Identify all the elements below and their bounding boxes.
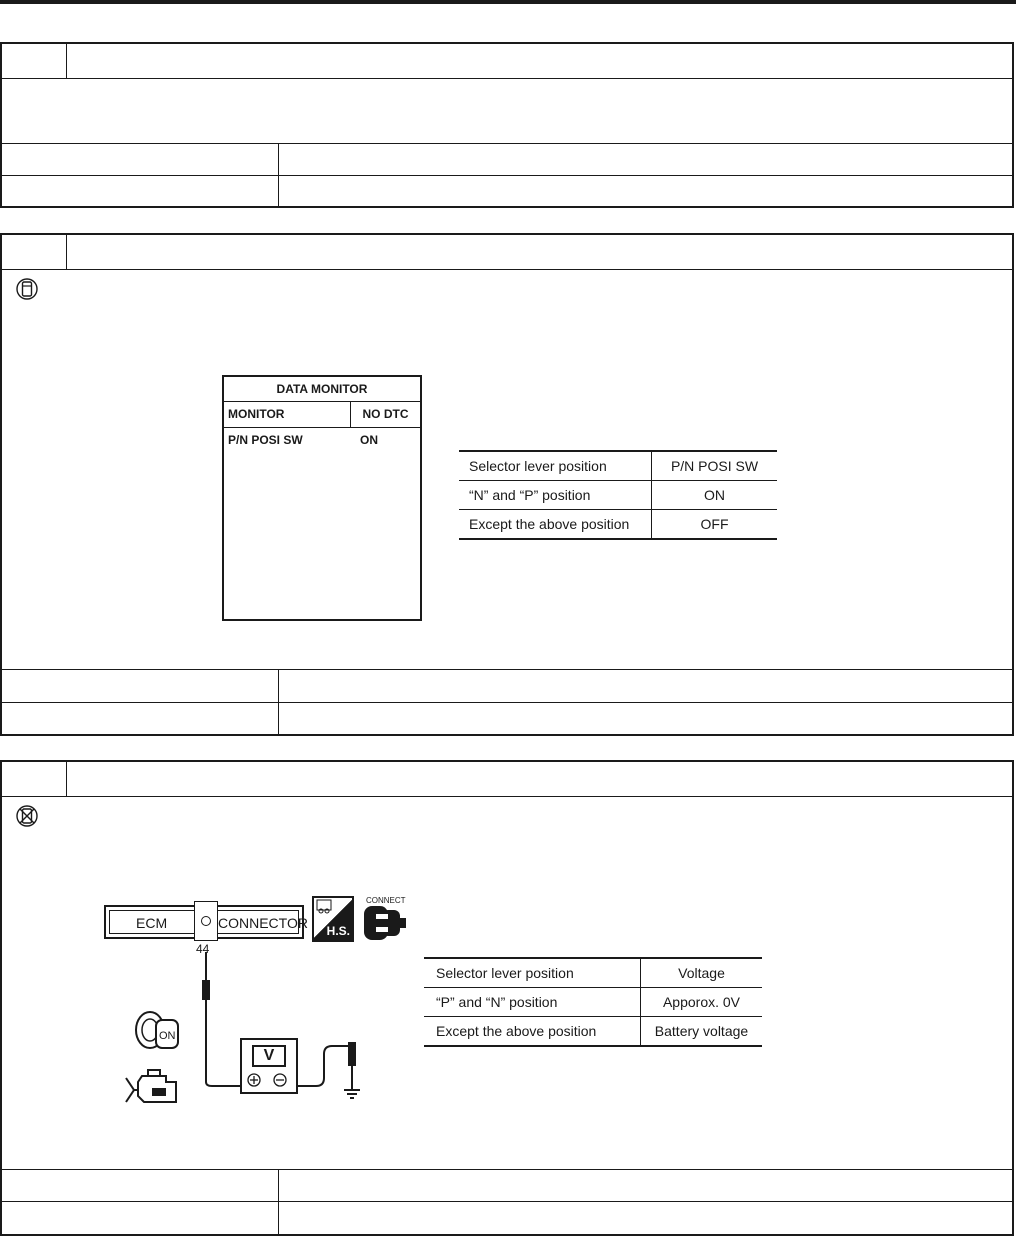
column-divider: [278, 669, 279, 736]
table-cell: OFF: [652, 510, 778, 540]
terminal-pin: [201, 916, 211, 926]
hs-label: H.S.: [326, 924, 350, 938]
row-divider: [2, 1169, 1012, 1170]
data-monitor-title: DATA MONITOR: [224, 377, 420, 402]
table-cell: Apporox. 0V: [641, 988, 763, 1017]
terminal-number: 44: [196, 942, 210, 956]
column-divider: [278, 1169, 279, 1236]
step-header: [2, 762, 1012, 797]
step-block-4: [0, 760, 1014, 1236]
table-row: [424, 988, 762, 1017]
table-row: [424, 1017, 762, 1047]
table-cell: Battery voltage: [641, 1017, 763, 1047]
table-row: [424, 958, 762, 988]
positive-terminal-icon: [246, 1072, 262, 1088]
voltmeter-display: [252, 1045, 286, 1067]
table-cell: ON: [652, 481, 778, 510]
table-cell: Except the above position: [424, 1017, 641, 1047]
data-monitor-icon: [14, 276, 40, 302]
step-number-cell: [2, 762, 67, 796]
dtc-column-label: NO DTC: [350, 401, 420, 427]
ignition-on-icon: [132, 1008, 184, 1054]
monitor-divider: [224, 427, 420, 428]
negative-terminal-icon: [272, 1072, 288, 1088]
voltmeter-unit: V: [263, 1047, 275, 1064]
step-block-3: [0, 233, 1014, 736]
table-cell: “P” and “N” position: [424, 988, 641, 1017]
table-row: [459, 510, 777, 540]
step-block-1: [0, 42, 1014, 208]
row-divider: [2, 1201, 1012, 1202]
table-row: [459, 451, 777, 481]
monitor-item-value: ON: [360, 433, 378, 447]
connect-label: CONNECT: [366, 896, 406, 905]
pn-posi-sw-table: [459, 450, 777, 540]
engine-icon: [122, 1068, 186, 1110]
voltage-table: [424, 957, 762, 1047]
row-divider: [2, 702, 1012, 703]
row-divider: [2, 175, 1012, 176]
monitor-column-label: MONITOR: [228, 407, 285, 421]
connector-label: CONNECTOR: [218, 915, 308, 931]
connect-icon: [362, 904, 410, 942]
step-number-cell: [2, 44, 67, 78]
table-header-cell: P/N POSI SW: [652, 451, 778, 481]
no-tool-icon: [14, 803, 40, 829]
table-row: [459, 481, 777, 510]
step-header: [2, 44, 1012, 79]
ecm-label: ECM: [136, 915, 168, 931]
page-top-rule: [0, 0, 1016, 4]
row-divider: [2, 669, 1012, 670]
data-monitor-screen: [222, 375, 422, 621]
step-header: [2, 235, 1012, 270]
ignition-state-label: ON: [159, 1030, 176, 1042]
table-header-cell: Voltage: [641, 958, 763, 988]
vehicle-small-icon: [315, 898, 333, 914]
ecm-connector: [104, 905, 308, 939]
table-header-cell: Selector lever position: [424, 958, 641, 988]
step-number-cell: [2, 235, 67, 269]
table-cell: “N” and “P” position: [459, 481, 652, 510]
voltmeter: [240, 1038, 298, 1094]
monitor-item-name: P/N POSI SW: [228, 433, 303, 447]
row-divider: [2, 143, 1012, 144]
table-header-cell: Selector lever position: [459, 451, 652, 481]
column-divider: [278, 143, 279, 208]
table-cell: Except the above position: [459, 510, 652, 540]
